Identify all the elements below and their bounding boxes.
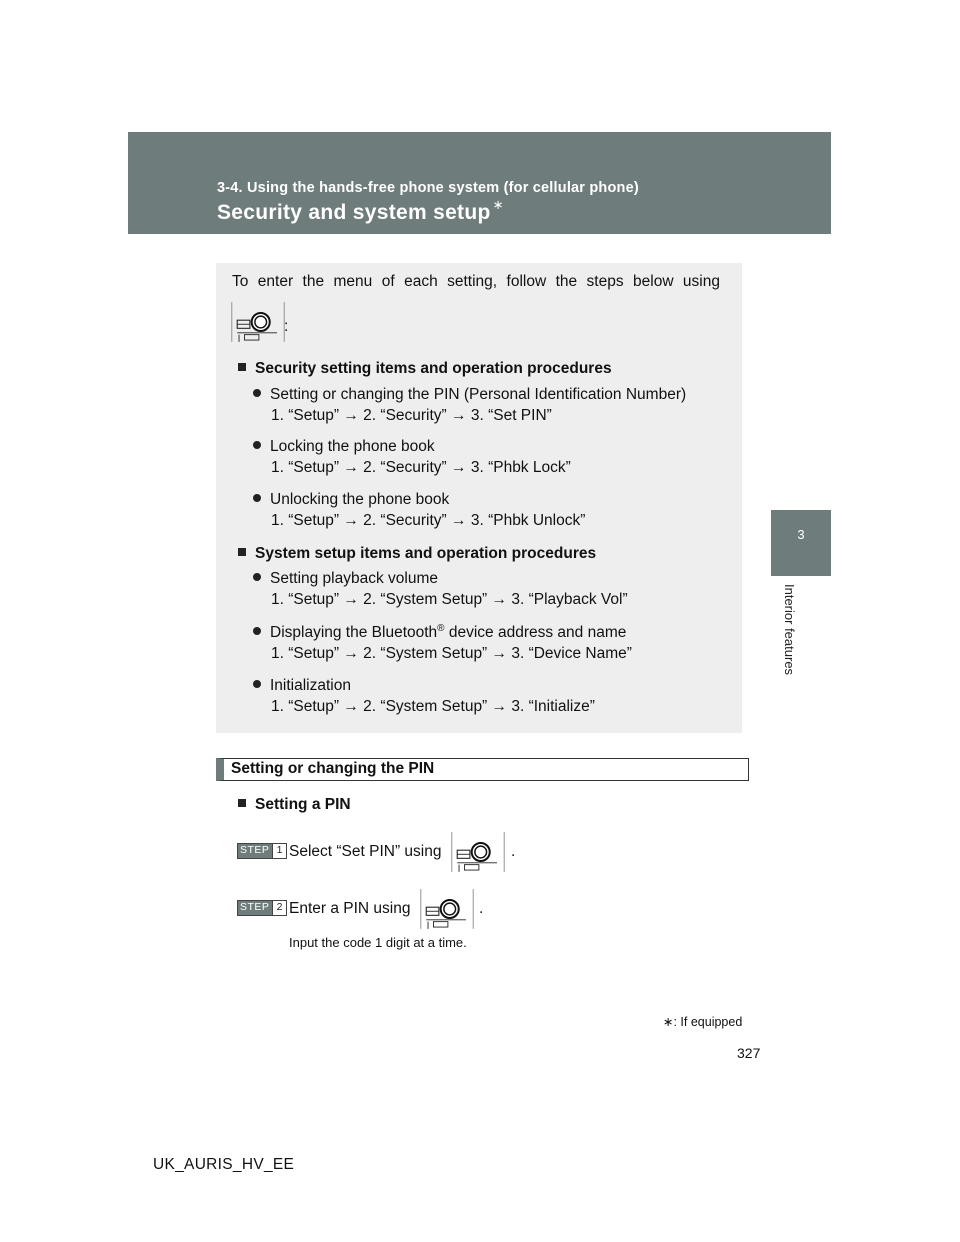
step-1-period: . xyxy=(511,843,516,860)
square-bullet-icon xyxy=(238,799,246,807)
tune-knob-icon xyxy=(230,300,289,344)
tune-knob-icon xyxy=(419,887,475,931)
step-badge: STEP 2 xyxy=(237,900,287,916)
square-bullet-icon xyxy=(238,548,246,556)
tune-knob-icon xyxy=(450,830,506,874)
list-item: Unlocking the phone book xyxy=(253,491,449,509)
list-item: Initialization xyxy=(253,677,351,695)
bullet-icon xyxy=(253,389,261,397)
list-item-steps: 1. “Setup” → 2. “Security” → 3. “Set PIN” xyxy=(271,407,552,424)
list-item-steps: 1. “Setup” → 2. “System Setup” → 3. “Playback Vol” xyxy=(271,591,628,608)
square-bullet-icon xyxy=(238,363,246,371)
bullet-icon xyxy=(253,627,261,635)
chapter-number: 3 xyxy=(797,527,805,542)
intro-colon: : xyxy=(284,318,289,335)
list-item-steps: 1. “Setup” → 2. “Security” → 3. “Phbk Lock” xyxy=(271,459,571,476)
document-code: UK_AURIS_HV_EE xyxy=(153,1156,295,1173)
chapter-label: Interior features xyxy=(782,584,797,676)
bullet-icon xyxy=(253,494,261,502)
intro-text: To enter the menu of each setting, follow the steps below using xyxy=(232,273,720,290)
footnote: ∗: If equipped xyxy=(663,1015,743,1029)
setting-pin-heading: Setting a PIN xyxy=(238,796,351,814)
section-heading: 3-4. Using the hands-free phone system (for cellular phone) xyxy=(217,180,639,196)
list-item: Setting playback volume xyxy=(253,570,438,588)
list-item: Locking the phone book xyxy=(253,438,435,456)
chapter-tab xyxy=(771,510,831,576)
step-2-text: Enter a PIN using xyxy=(289,900,411,917)
bullet-icon xyxy=(253,680,261,688)
page-title xyxy=(217,199,504,225)
list-item-steps: 1. “Setup” → 2. “Security” → 3. “Phbk Unlock” xyxy=(271,512,586,529)
list-item: Setting or changing the PIN (Personal Identification Number) xyxy=(253,386,686,404)
pin-section-heading: Setting or changing the PIN xyxy=(216,758,749,781)
system-heading: System setup items and operation procedures xyxy=(238,545,596,563)
page-title-text: Security and system setup xyxy=(217,201,491,224)
list-item-steps: 1. “Setup” → 2. “System Setup” → 3. “Device Name” xyxy=(271,645,632,662)
step-1-text: Select “Set PIN” using xyxy=(289,843,442,860)
bullet-icon xyxy=(253,573,261,581)
step-note: Input the code 1 digit at a time. xyxy=(289,935,467,950)
equipped-mark: ∗ xyxy=(492,197,504,212)
list-item-steps: 1. “Setup” → 2. “System Setup” → 3. “Initialize” xyxy=(271,698,595,715)
page-number: 327 xyxy=(737,1045,761,1061)
security-heading: Security setting items and operation procedures xyxy=(238,360,612,378)
step-badge: STEP 1 xyxy=(237,843,287,859)
step-2-period: . xyxy=(479,900,484,917)
bullet-icon xyxy=(253,441,261,449)
list-item: Displaying the Bluetooth® device address and name xyxy=(253,623,626,642)
